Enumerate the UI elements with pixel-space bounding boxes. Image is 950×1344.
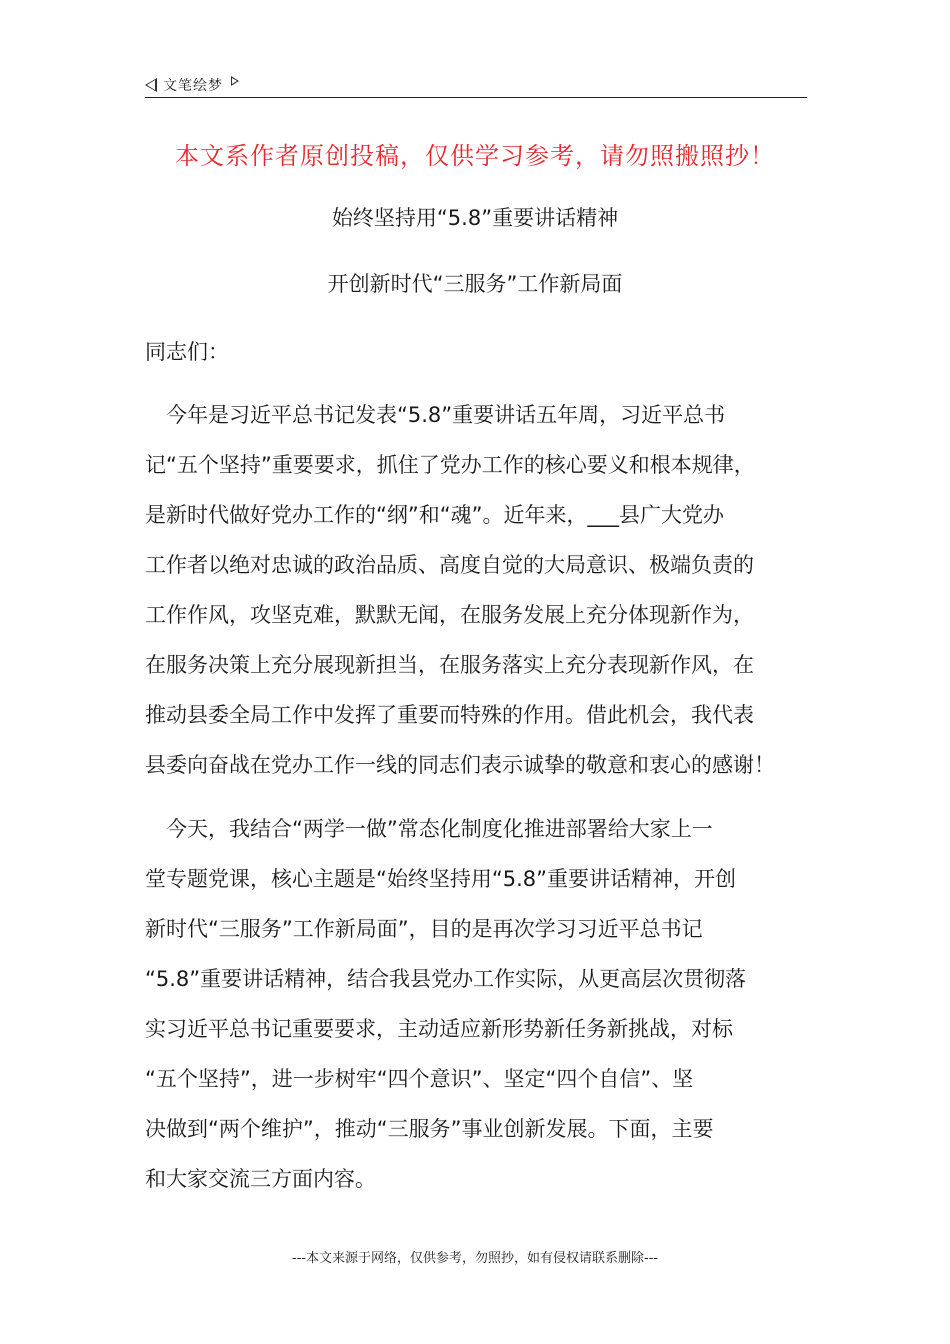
header xyxy=(145,72,807,98)
paragraph-line: 县委向奋战在党办工作一线的同志们表示诚挚的敬意和衷心的感谢！ xyxy=(145,753,775,777)
header-divider xyxy=(145,97,807,98)
paragraph-line: 实习近平总书记重要要求，主动适应新形势新任务新挑战，对标 xyxy=(145,1017,733,1041)
header-title: 文笔绘梦 xyxy=(163,78,223,94)
triangle-right-icon xyxy=(231,76,239,86)
paragraph-line: 决做到“两个维护”，推动“三服务”事业创新发展。下面，主要 xyxy=(145,1117,714,1141)
paragraph-line: 新时代“三服务”工作新局面”，目的是再次学习习近平总书记 xyxy=(145,917,703,941)
paragraph-line: 堂专题党课，核心主题是“始终坚持用“5.8”重要讲话精神，开创 xyxy=(145,867,737,891)
paragraph-line: 工作作风，攻坚克难，默默无闻，在服务发展上充分体现新作为， xyxy=(145,603,754,627)
paragraph-2 xyxy=(145,804,807,1204)
paragraph-line: 在服务决策上充分展现新担当，在服务落实上充分表现新作风，在 xyxy=(145,653,754,677)
paragraph-line: 工作者以绝对忠诚的政治品质、高度自觉的大局意识、极端负责的 xyxy=(145,553,754,577)
paragraph-line: 推动县委全局工作中发挥了重要而特殊的作用。借此机会，我代表 xyxy=(145,703,754,727)
paragraph-line: 是新时代做好党办工作的“纲”和“魂”。近年来，___县广大党办 xyxy=(145,503,725,527)
paragraph-line: “五个坚持”，进一步树牢“四个意识”、坚定“四个自信”、坚 xyxy=(145,1067,694,1091)
footer-disclaimer: ---本文来源于网络，仅供参考，勿照抄，如有侵权请联系删除--- xyxy=(291,1251,659,1266)
paragraph-line: 今年是习近平总书记发表“5.8”重要讲话五年周，习近平总书 xyxy=(145,403,726,427)
paragraph-line: 今天，我结合“两学一做”常态化制度化推进部署给大家上一 xyxy=(145,817,713,841)
document-title-line-2: 开创新时代“三服务”工作新局面 xyxy=(327,272,623,296)
paragraph-1 xyxy=(145,390,807,790)
copyright-notice: 本文系作者原创投稿，仅供学习参考，请勿照搬照抄！ xyxy=(175,142,775,170)
paragraph-line: 记“五个坚持”重要要求，抓住了党办工作的核心要义和根本规律， xyxy=(145,453,755,477)
document-title-line-1: 始终坚持用“5.8”重要讲话精神 xyxy=(331,206,619,230)
triangle-left-icon xyxy=(145,78,157,92)
paragraph-line: “5.8”重要讲话精神，结合我县党办工作实际，从更高层次贯彻落 xyxy=(145,967,747,991)
paragraph-line: 和大家交流三方面内容。 xyxy=(145,1167,376,1191)
salutation: 同志们： xyxy=(145,340,229,364)
